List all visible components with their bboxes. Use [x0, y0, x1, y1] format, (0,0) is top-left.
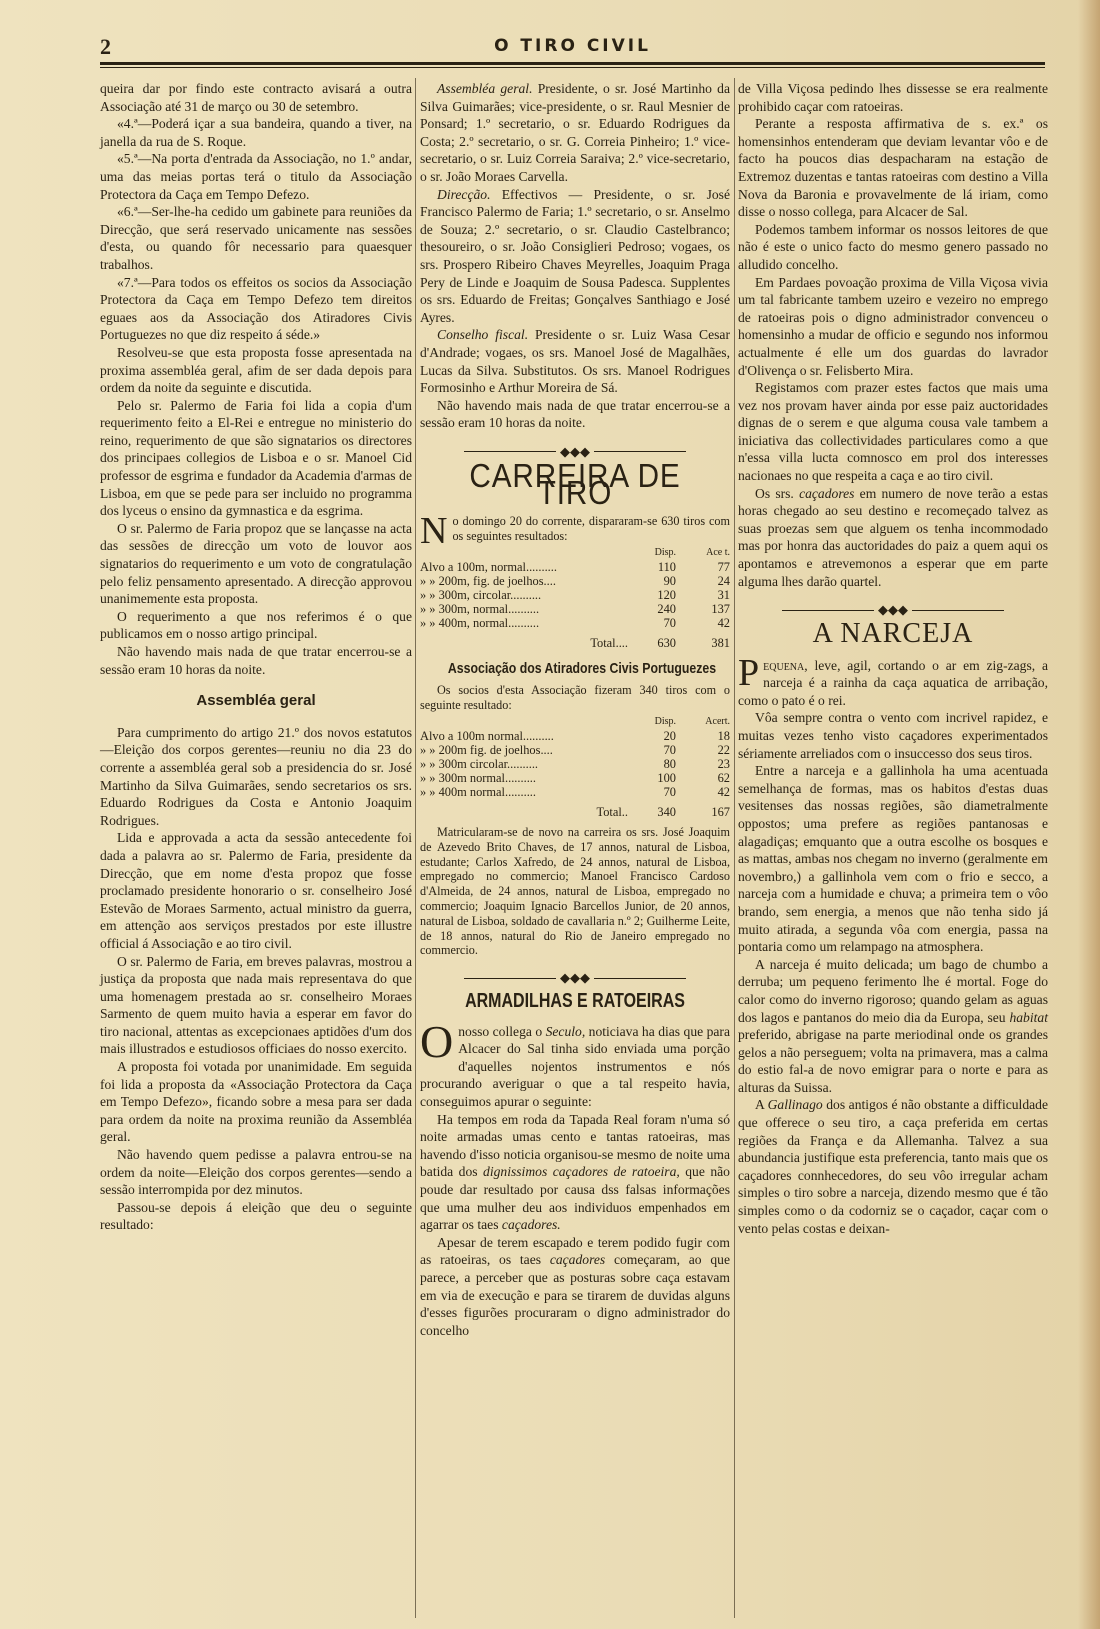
paragraph: «6.ª—Ser-lhe-ha cedido um gabinete para reuniões da Direcção, que será reservado unicamente nas sessões d'esta, ou quando fôr necessario para quaesquer trabalhos.: [100, 204, 412, 272]
header-rule-thin: [100, 67, 1045, 68]
col-head-acert: Acert.: [705, 716, 730, 728]
paragraph: «7.ª—Para todos os effeitos os socios da Associação Protectora da Caça em Tempo Defezo tem direitos eguaes aos da Associação dos Atiradores Civis Portuguezes no que diz respeito á séde.»: [100, 274, 412, 343]
cell: 137: [711, 601, 730, 616]
paragraph: Para cumprimento do artigo 21.º dos novos estatutos—Eleição dos corpos gerentes—reuniu no dia 23 do corrente a assembléa geral sob a presidencia do sr. José Martinho da Silva Guimarães, sendo secretarios os srs. Eduardo Rodrigues da Costa e Antonio Joaquim Rodrigues.: [100, 724, 412, 828]
cell: 90: [663, 573, 676, 588]
paragraph: Resolveu-se que esta proposta fosse apresentada na proxima assembléa geral, afim de ser dada depois para ordem da noite da seguinte e discutida.: [100, 344, 412, 396]
col-head-acert: Ace t.: [706, 546, 730, 558]
table-row: [420, 574, 730, 588]
cell: 62: [717, 771, 730, 786]
cell: 167: [711, 805, 730, 820]
paragraph: [420, 1015, 730, 1111]
text: nosso collega o: [458, 1023, 546, 1039]
text-italic: caçadores: [799, 485, 855, 501]
cell: 31: [717, 587, 730, 602]
paragraph: [420, 1111, 730, 1234]
paragraph: [420, 186, 730, 327]
paragraph: Entre a narceja e a gallinhola ha uma acentuada semelhança de formas, mas os habitos d'estas duas vesitenses das nossas regiões, são diametralmente oppostos; uma prefere as regiões pantanosas e alagadiças; emquanto que a outra escolhe os bosques e as mattas, ambas nos chegam no inverno (geralmente em novembro,) a gallinhola vem com o frio e secco, a narceja com a humidade e chuva; a primeira tem o vôo brando, sem energia, a menos que não tenha sido já muito atirada, a segunda vôa com energia, passa na pontaria como um relampago na atmosphera.: [738, 763, 1048, 955]
cell: 110: [657, 559, 676, 574]
cell: 120: [657, 587, 676, 602]
label-direccao: Direcção.: [437, 186, 491, 202]
text-italic: dignissimos caçadores de ratoeira,: [483, 1164, 680, 1180]
text: A narceja é muito delicada; um bago de chumbo a derruba; um pequeno ferimento lhe é mortal. Foge do calor como do inverno rigoroso; quando gelam as aguas dos lagos e pantanos do meio dia da Europa,: [738, 956, 1048, 1025]
column-2: [420, 80, 730, 1339]
cell: » » 300m circolar..........: [420, 757, 539, 772]
cell: » » 300m normal..........: [420, 771, 536, 786]
cell: 22: [717, 743, 730, 758]
text: noticiava ha dias que para Alcacer do Sal tinha sido enviada uma porção d'aquelles nojentos instrumentos e nós procurando averiguar o que a tal respeito havia, conseguimos apurar o seguinte:: [420, 1023, 730, 1110]
paragraph: «5.ª—Na porta d'entrada da Associação, no 1.º andar, uma das meias portas terá o titulo da Associação Protectora da Caça em Tempo Defezo.: [100, 151, 412, 202]
text: que não poude dar resultado por causa dss falsas informações que uma mulher deu aos individuos empenhados em agarrar os taes: [420, 1164, 730, 1233]
drop-cap: N: [420, 509, 448, 552]
cell: 70: [663, 743, 676, 758]
table-row: [420, 602, 730, 616]
heading-associacao: Associação dos Atiradores Civis Portuguezes: [447, 659, 717, 677]
cell: 80: [663, 757, 676, 772]
table-total-row: [420, 799, 730, 819]
cell: 24: [717, 573, 730, 588]
paragraph: [738, 485, 1048, 591]
text: começaram, ao que parece, a perceber que as posturas sobre caça estavam em via de execução e para se tirarem de duvidas alguns d'esses figurões procuraram o digno administrador do concelho: [420, 1252, 730, 1338]
paragraph: queira dar por findo este contracto avisará a outra Associação até 31 de março ou 30 de setembro.: [100, 81, 412, 114]
cell: 70: [663, 615, 676, 630]
paragraph: [738, 651, 1048, 710]
cell: » » 300m, normal..........: [420, 601, 540, 616]
cell: » » 400m normal..........: [420, 785, 536, 800]
paragraph: O sr. Palermo de Faria propoz que se lançasse na acta das sessões de direcção um voto de louvor aos signatarios do requerimento e um voto de congratulação pelo feliz pensamento apresentado. A direcção approvou unanimemente esta proposta.: [100, 520, 412, 607]
table-row: [420, 757, 730, 771]
table-row: [420, 729, 730, 743]
label-assembleia: Assembléa geral.: [437, 81, 533, 96]
assoc-intro: Os socios d'esta Associação fizeram 340 tiros com o seguinte resultado:: [420, 683, 730, 713]
column-1: [100, 80, 412, 1234]
cell: 100: [657, 771, 676, 786]
text-italic: habitat: [1009, 1009, 1048, 1025]
paragraph: [738, 1096, 1048, 1237]
cell: Alvo a 100m normal..........: [420, 729, 554, 744]
text-italic: caçadores.: [501, 1217, 561, 1233]
results-table-2: [420, 715, 730, 819]
text-italic: caçadores: [549, 1252, 606, 1268]
paragraph: Não havendo mais nada de que tratar encerrou-se a sessão eram 10 horas da noite.: [420, 397, 730, 431]
paragraph: Em Pardaes povoação proxima de Villa Viçosa vivia um tal fabricante tambem uzeiro e vezeiro no emprego de ratoeiras pois o digno administrador convenceu o homensinho a mudar de officio e segundo nos informou actualmente é elle um dos guardas do lavrador d'Olivença o sr. Felisberto Mira.: [738, 274, 1048, 378]
table-row: [420, 588, 730, 602]
paragraph: Perante a resposta affirmativa de s. ex.ª os homensinhos entenderam que deviam levantar vôo e de facto ha poucos dias despacharam na estação de Extremoz duzentas e tantas ratoeiras com destino a Villa Nova da Baronia e provavelmente de lá iriam, como disse o nosso collega, para Alcacer de Sal.: [738, 116, 1048, 220]
cell: » » 200m, fig. de joelhos....: [420, 573, 556, 588]
text: em numero de nove terão a estas horas chegado ao seu destino e recomeçado talvez as suas proezas sem que alguem os tenha incommodado mas por honra das auctoridades do paiz a quem aqui os apontamos e atrevemonos a esperar que em parte alguma lhes darão quartel.: [738, 485, 1048, 589]
table-row: [420, 560, 730, 574]
drop-cap: O: [420, 1015, 454, 1067]
cell: Total..: [596, 805, 628, 820]
paragraph: O requerimento a que nos referimos é o que publicamos em o nosso artigo principal.: [100, 608, 412, 642]
ornament-divider: ◆◆◆: [420, 968, 730, 987]
table-row: [420, 771, 730, 785]
table-total-row: [420, 630, 730, 650]
cell: Alvo a 100m, normal..........: [420, 559, 557, 574]
table-row: [420, 743, 730, 757]
cell: 23: [717, 757, 730, 772]
cell: 70: [663, 785, 676, 800]
col-head-disp: Disp.: [654, 716, 676, 728]
cell: 20: [663, 729, 676, 744]
paragraph: Registamos com prazer estes factos que mais uma vez nos provam haver ainda por esse paiz auctoridades dignas de o serem e que alguma cousa vale tambem a iniciativa das collectividades particulares como a que n'essa villa lucta comnosco em prol dos interesses nacionaes no que respeita a caça e ao tiro civil.: [738, 380, 1048, 484]
text: seu: [983, 1009, 1010, 1025]
ornament-divider: ◆◆◆: [738, 600, 1048, 619]
paragraph: Lida e approvada a acta da sessão antecedente foi dada a palavra ao sr. Palermo de Faria, presidente da Direcção, que em nome d'esta propoz que fosse proclamado presidente honorario o sr. conselheiro José Estevão de Moraes Sarmento, actual ministro da guerra, em attenção aos serviços prestados por este illustre official á Associação e ao tiro civil.: [100, 830, 412, 951]
paragraph: Passou-se depois á eleição que deu o seguinte resultado:: [100, 1199, 412, 1233]
cell: 42: [717, 785, 730, 800]
header-rule-thick: [100, 62, 1045, 65]
cell: » » 200m fig. de joelhos....: [420, 743, 553, 758]
text-smallcaps: equena,: [763, 657, 808, 673]
paragraph: «4.ª—Poderá içar a sua bandeira, quando a tiver, na janella da rua de S. Roque.: [100, 116, 412, 149]
page-edge-shadow: [1078, 0, 1100, 1629]
paragraph: Podemos tambem informar os nossos leitores de que não é este o unico facto do mesmo genero passado no alludido concelho.: [738, 221, 1048, 272]
cell: 381: [711, 635, 730, 650]
section-heading-assembleia: Assembléa geral: [196, 692, 316, 710]
text: A: [755, 1097, 768, 1113]
cell: Total....: [590, 635, 628, 650]
paragraph: Pelo sr. Palermo de Faria foi lida a copia d'um requerimento feito a El-Rei e entregue no ministerio do reino, requerimento de que são signatarios os directores dos principaes collegios de Lisboa e o sr. Manoel Cid professor de esgrima e fundador da Academia d'armas de Lisboa, em que se pede para ser incluido no programma dos lyceus o ensino da gymnastica e da esgrima.: [100, 397, 412, 519]
paragraph: de Villa Viçosa pedindo lhes dissesse se era realmente prohibido caçar com ratoeiras.: [738, 81, 1048, 114]
paragraph: [738, 956, 1048, 1097]
paragraph: Vôa sempre contra o vento com incrivel rapidez, e muitas vezes tenho visto caçadores experimentados sériamente arreliados com o insuccesso dos seus tiros.: [738, 710, 1048, 761]
paragraph: [420, 326, 730, 396]
text: Ha tempos em roda da Tapada Real foram n'uma só noite armadas umas cento e tantas ratoeiras, mas havendo d'isso noticia organisou-se mesmo de noite uma batida dos: [420, 1111, 730, 1180]
cell: 240: [657, 601, 676, 616]
text-italic: Seculo,: [545, 1023, 586, 1039]
heading-carreira-de-tiro: CARREIRA DE TIRO: [469, 456, 681, 512]
paragraph: A proposta foi votada por unanimidade. Em seguida foi lida a proposta da «Associação Protectora da Caça em Tempo Defezo», ficando sobre a mesa para ser dada para ordem da noite na proxima reunião da Assembléa geral.: [100, 1059, 412, 1145]
column-3: [738, 80, 1048, 1237]
text: Effectivos — Presidente, o sr. José Francisco Palermo de Faria; 1.º secretario, o sr. Anselmo de Souza; 2.º secretario, o sr. Claudio Castelbranco; thesoureiro, o sr. João Consiglieri Pedroso; vogaes, os srs. Prospero Ribeiro Chaves Meyrelles, Joaquim Praga Pery de Linde e Joaquim de Sousa Padesca. Supplentes os srs. Eduardo de Freitas; Gonçalves Santhiago e José Ayres.: [420, 186, 730, 325]
text: Os srs.: [755, 485, 800, 501]
text-italic: Gallinago: [767, 1097, 823, 1113]
label-conselho: Conselho fiscal.: [437, 327, 529, 343]
heading-a-narceja: A NARCEJA: [812, 618, 974, 650]
paragraph: [420, 80, 730, 186]
cell: 630: [657, 635, 676, 650]
table-row: [420, 785, 730, 799]
table-row: [420, 616, 730, 630]
paragraph: [420, 1234, 730, 1340]
paragraph: Não havendo mais nada de que tratar encerrou-se a sessão eram 10 horas da noite.: [100, 644, 412, 677]
paragraph: Não havendo quem pedisse a palavra entrou-se na ordem da noite—Eleição dos corpos gerentes—sendo a sessão interrompida por dez minutos.: [100, 1147, 412, 1198]
column-divider-1: [415, 78, 416, 1618]
text: leve, agil, cortando o ar em zig-zags, a narceja é a rainha da caça aquatica de arribação, como o pato é o rei.: [738, 657, 1048, 708]
cell: 42: [717, 615, 730, 630]
cell: » » 400m, normal..........: [420, 615, 540, 630]
drop-cap: P: [738, 651, 760, 694]
heading-armadilhas: ARMADILHAS E RATOEIRAS: [465, 990, 685, 1013]
text: Presidente o sr. Luiz Wasa Cesar d'Andrade; vogaes, os srs. Manoel José de Magalhães, Lucas da Silva. Substitutos. Os srs. Manoel Rodrigues Formosinho e Arthur Moreira de Sá.: [420, 327, 730, 396]
cell: 18: [717, 729, 730, 744]
text: dos antigos é não obstante a difficuldade que offerece o seu tiro, a caça preferida em certas regiões da França e da Allemanha. Talvez a sua abundancia justifique esta preferencia, tanto mais que os caçadores connhecedores, do seu vôo irregular acham simples o tiro sobre a narceja, dizendo mesmo que é tão simples como o da codorniz se o caçador, caçar com o vento pelas costas e deixan-: [738, 1097, 1048, 1236]
cell: 340: [657, 805, 676, 820]
column-divider-2: [734, 78, 735, 1618]
col-head-disp: Disp.: [654, 546, 676, 558]
matriculas-paragraph: Matricularam-se de novo na carreira os srs. José Joaquim de Azevedo Brito Chaves, de 17 annos, natural de Lisboa, estudante; Carlos Xafredo, de 24 annos, natural de Lisboa, empregado no commercio; Manoel Francisco Cardoso d'Almeida, de 24 annos, natural de Lisboa, empregado no commercio; Joaquim Ignacio Barcellos Junior, de 20 annos, natural de Lisboa, soldado de cavallaria n.º 2; Guilherme Leite, de 18 annos, natural do Rio de Janeiro empregado no commercio.: [420, 825, 730, 958]
newspaper-title: O TIRO CIVIL: [494, 36, 651, 56]
ornament-divider: ◆◆◆: [420, 442, 730, 461]
cell: » » 300m, circolar..........: [420, 587, 542, 602]
text: Presidente, o sr. José Martinho da Silva Guimarães; vice-presidente, o sr. Raul Mesnier de Ponsard; 1.º secretario, o sr. Eduardo Rodrigues da Costa; 2.º secretario, o sr. G. Correia Pinheiro; 1.º vice-secretario, o sr. Luiz Correia Saraiva; 2.º vice-secretario, o sr. João Moraes Carvella.: [420, 81, 730, 184]
results-table-1: [420, 546, 730, 650]
paragraph: O sr. Palermo de Faria, em breves palavras, mostrou a justiça da proposta que nada mais representava do que uma homenagem prestada ao sr. conselheiro Moraes Sarmento de quem muito havia a esperar em favor do tiro nacional, attentas as excepcionaes aptidões d'um dos mais illustrados e estudiosos officiaes do nosso exercito.: [100, 953, 412, 1057]
page-number: 2: [100, 34, 111, 59]
text: preferido, abrigase na parte meriodinal onde os grandes gelos a não perseguem; volta na primavera, mas a calma do estio fal-a de novo emigrar para o norte e para as alturas da Suissa.: [738, 1027, 1048, 1095]
text: o domingo 20 do corrente, dispararam-se 630 tiros com os seguintes resultados:: [452, 513, 730, 543]
cell: 77: [717, 559, 730, 574]
text: Apesar de terem escapado e terem podido fugir com as ratoeiras, os taes: [420, 1234, 730, 1268]
